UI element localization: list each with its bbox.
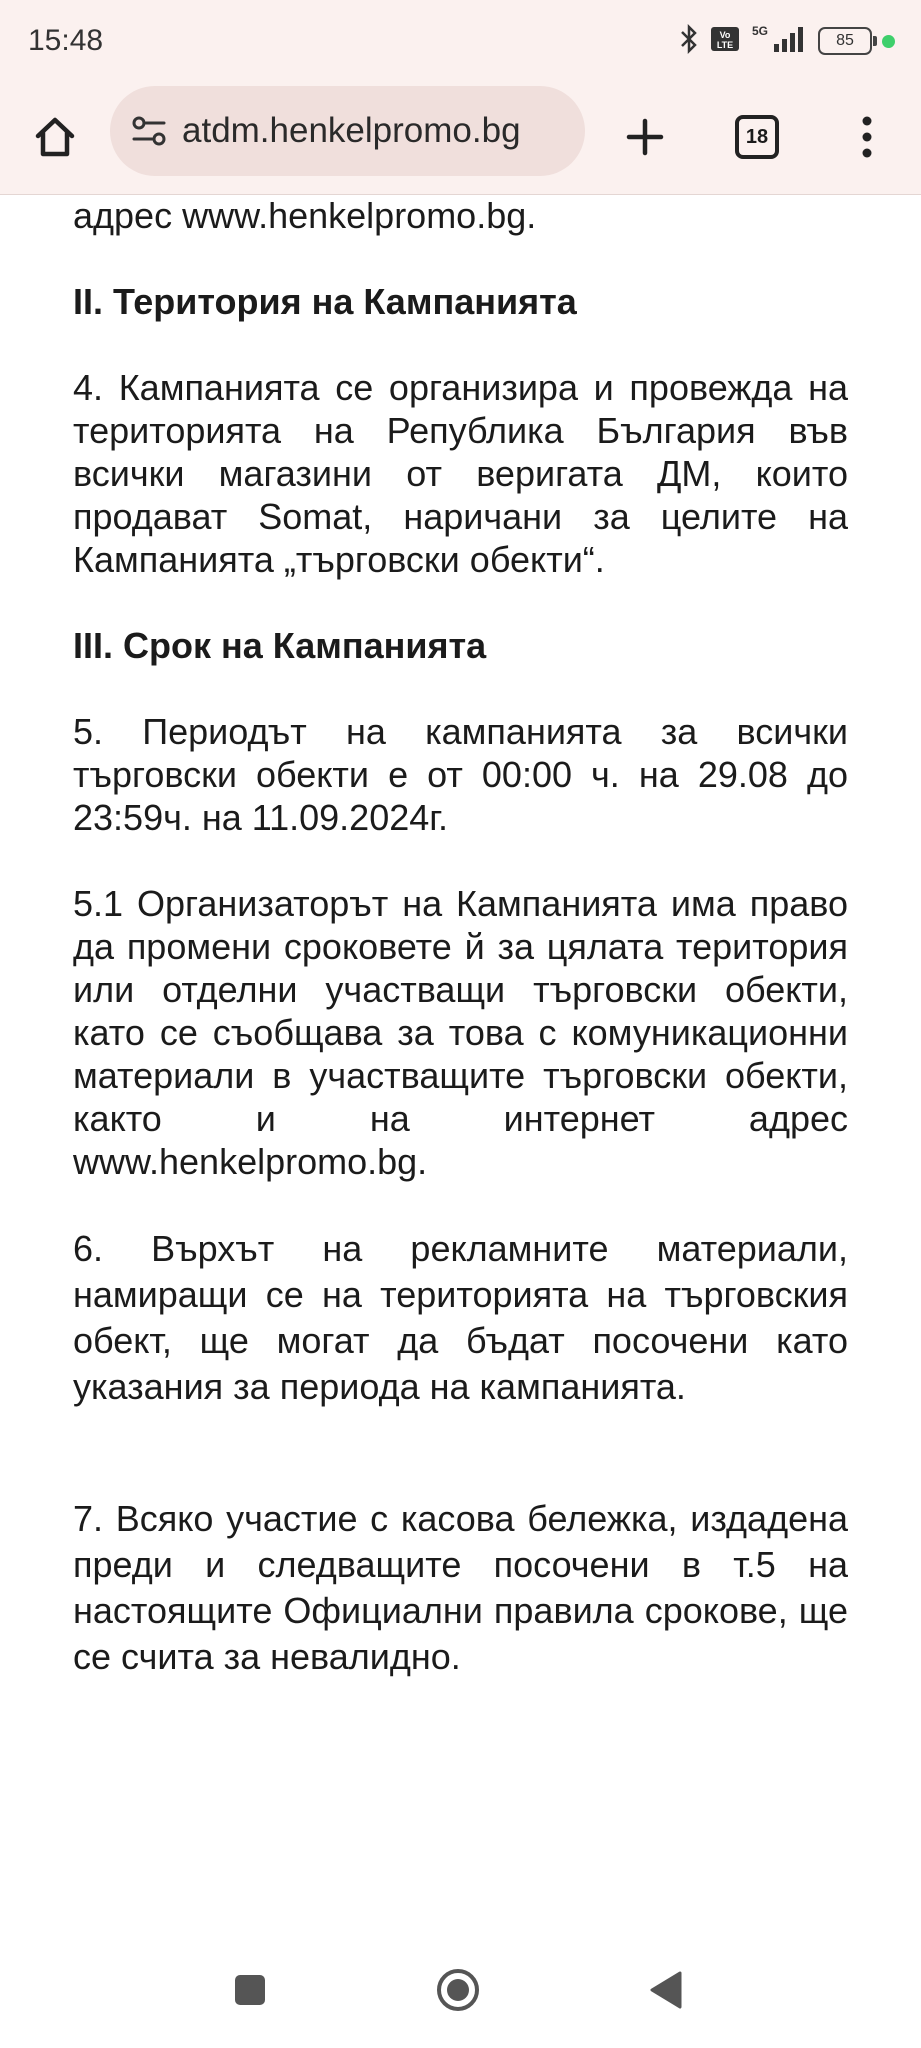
svg-text:LTE: LTE <box>716 39 734 50</box>
plus-icon <box>625 117 665 157</box>
system-nav-bar <box>0 1940 921 2048</box>
page-content <box>73 194 848 1914</box>
browser-toolbar <box>0 82 921 195</box>
back-button[interactable] <box>636 1960 696 2020</box>
paragraph-5-1: 5.1 Организаторът на Кампанията има право да промени сроковете й за цялата територия или отделни участващи търговски обекти, като се съобщава за това с комуникационни материали в участващите търговски обекти, както и на интернет адрес www.henkelpromo.bg. <box>73 883 848 1182</box>
paragraph-5: 5. Периодът на кампанията за всички търговски обекти е от 00:00 ч. на 29.08 до 23:59ч. на 11.09.2024г. <box>73 711 848 838</box>
bluetooth-icon <box>678 23 700 60</box>
url-text[interactable]: atdm.henkelpromo.bg <box>182 111 521 150</box>
back-triangle-icon <box>648 1970 684 2010</box>
address-bar[interactable] <box>110 86 585 176</box>
home-icon <box>32 114 78 160</box>
section-3-heading: III. Срок на Кампанията <box>73 625 487 666</box>
volte-icon <box>710 26 740 57</box>
tab-switcher-icon: 18 <box>735 115 779 159</box>
privacy-indicator-dot <box>882 35 895 48</box>
signal-5g-icon <box>750 22 808 61</box>
status-time: 15:48 <box>28 24 104 57</box>
section-2-heading: II. Територия на Кампанията <box>73 281 577 322</box>
paragraph-7: 7. Всяко участие с касова бележка, издадена преди и следващите посочени в т.5 на настоящите Официални правила срокове, ще се счита за невалидно. <box>73 1498 848 1677</box>
square-icon <box>233 1973 267 2007</box>
tab-switcher-button[interactable] <box>722 102 792 172</box>
home-button[interactable] <box>20 102 90 172</box>
svg-text:5G: 5G <box>752 23 769 38</box>
intro-tail-text: адрес www.henkelpromo.bg. <box>73 195 537 236</box>
more-vert-icon <box>861 115 873 159</box>
status-bar <box>0 0 921 82</box>
new-tab-button[interactable] <box>610 102 680 172</box>
paragraph-6: 6. Върхът на рекламните материали, намиращи се на територията на търговския обект, ще могат да бъдат посочени като указания за периода на кампанията. <box>73 1228 848 1407</box>
circle-icon <box>435 1967 481 2013</box>
nav-home-button[interactable] <box>428 1960 488 2020</box>
menu-button[interactable] <box>832 102 902 172</box>
status-icons <box>678 22 895 60</box>
battery-icon: 85 <box>818 27 872 55</box>
tune-icon[interactable] <box>128 110 170 152</box>
recents-button[interactable] <box>220 1960 280 2020</box>
svg-text:Vo: Vo <box>719 29 731 40</box>
paragraph-4: 4. Кампанията се организира и провежда на територията на Република България във всички магазини от веригата ДМ, които продават Somat, наричани за целите на Кампанията „търговски обекти“. <box>73 367 848 580</box>
